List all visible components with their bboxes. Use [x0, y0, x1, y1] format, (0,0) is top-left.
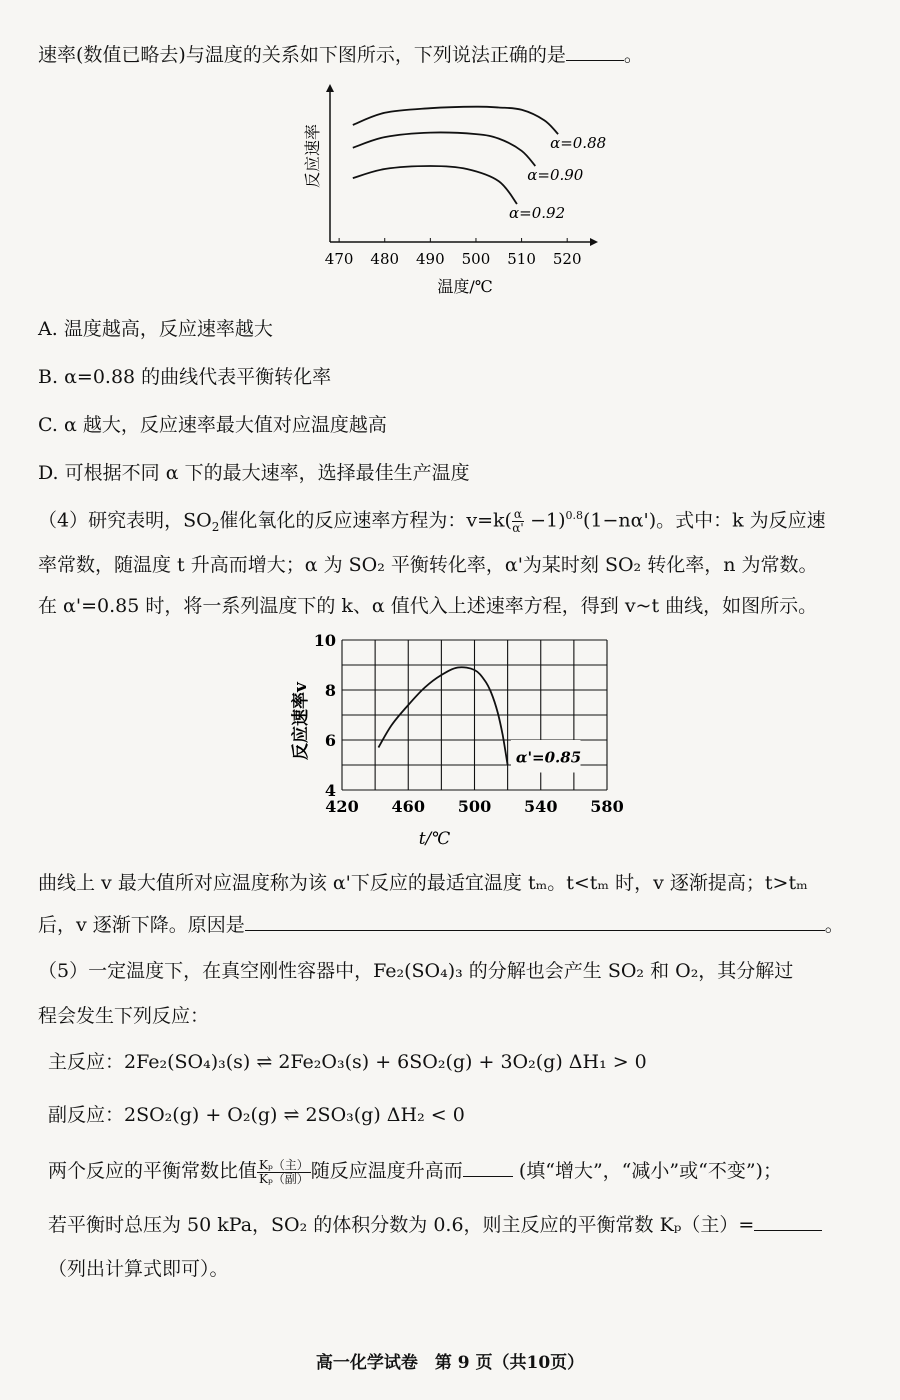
y-tick-label: 8 [324, 681, 336, 700]
x-tick-label: 540 [524, 797, 558, 816]
ratio-text-c: (填“增大”，“减小”或“不变”)； [512, 1160, 782, 1182]
y-axis-title: 反应速率v [291, 682, 311, 760]
x-tick-label: 460 [391, 797, 425, 816]
chart-rate-vs-temperature [290, 82, 620, 302]
x-tick-label: 520 [552, 250, 582, 268]
rate-curve [378, 667, 507, 765]
kp-text: 若平衡时总压为 50 kPa，SO₂ 的体积分数为 0.6，则主反应的平衡常数 Kₚ（主）= [48, 1214, 755, 1236]
x-tick-label: 490 [416, 250, 445, 268]
q4-line-3: 在 α'=0.85 时，将一系列温度下的 k、α 值代入上述速率方程，得到 v~t 曲线，如图所示。 [38, 595, 818, 617]
option-c [38, 412, 387, 438]
x-axis-title: t/℃ [418, 829, 451, 849]
curve-label: α=0.90 [527, 166, 584, 184]
x-tick-label: 500 [457, 797, 492, 816]
answer-blank [566, 42, 624, 61]
after-chart-line-1: 曲线上 v 最大值所对应温度称为该 α'下反应的最适宜温度 tₘ。t<tₘ 时，v 逐渐提高；t>tₘ [38, 872, 808, 894]
q4-text-c: −1) [524, 509, 566, 532]
curve-α=0.92 [353, 166, 517, 204]
x-tick-label: 510 [507, 250, 536, 268]
q4-line-2: 率常数，随温度 t 升高而增大；α 为 SO₂ 平衡转化率，α'为某时刻 SO₂ 转化率，n 为常数。 [38, 554, 818, 576]
q4-text-b: 催化氧化的反应速率方程为：v=k( [219, 509, 512, 532]
intro-end: 。 [623, 44, 643, 66]
ratio-line [48, 1158, 782, 1186]
kp-side: Kₚ（副） [259, 1171, 309, 1186]
y-axis-title: 反应速率 [303, 123, 322, 189]
option-letter: C. [38, 414, 58, 436]
exponent: 0.8 [565, 509, 583, 522]
curve-label: α=0.88 [550, 134, 607, 153]
reason-end: 。 [824, 914, 844, 936]
option-a [38, 316, 273, 342]
option-letter: D. [38, 462, 59, 484]
y-tick-label: 10 [313, 631, 336, 650]
curve-α=0.90 [353, 132, 535, 166]
y-tick-label: 6 [324, 731, 336, 750]
option-text: α 越大，反应速率最大值对应温度越高 [63, 414, 387, 436]
q4-text-a: （4）研究表明，SO [38, 509, 212, 532]
kp-main: Kₚ（主） [259, 1157, 309, 1172]
x-axis-arrow [590, 238, 598, 246]
chart-v-vs-t [280, 628, 640, 860]
curve-annotation: α'=0.85 [515, 748, 582, 767]
curve-α=0.88 [353, 107, 558, 134]
q5-line-1: （5）一定温度下，在真空刚性容器中，Fe₂(SO₄)₃ 的分解也会产生 SO₂ 和 O₂，其分解过 [38, 960, 794, 982]
x-tick-label: 500 [461, 250, 491, 268]
x-tick-label: 580 [590, 797, 624, 816]
option-text: α=0.88 的曲线代表平衡转化率 [64, 366, 332, 388]
ratio-blank [463, 1158, 513, 1177]
kp-blank [754, 1212, 822, 1231]
option-d [38, 460, 470, 486]
x-axis-title: 温度/℃ [437, 277, 493, 296]
kp-line [48, 1212, 822, 1238]
intro-text: 速率(数值已略去)与温度的关系如下图所示，下列说法正确的是 [38, 44, 566, 66]
page-footer: 高一化学试卷 第 9 页（共10页） [315, 1353, 585, 1373]
kp-ratio-fraction [257, 1159, 311, 1186]
q5-line-2: 程会发生下列反应： [38, 1005, 210, 1027]
q4-line-1 [38, 503, 826, 540]
last-line: （列出计算式即可）。 [48, 1258, 229, 1280]
x-tick-label: 480 [370, 250, 400, 268]
x-tick-label: 420 [325, 797, 359, 816]
option-letter: B. [38, 366, 59, 388]
option-letter: A. [38, 318, 58, 340]
fraction-numerator: α [513, 506, 523, 521]
side-reaction: 副反应：2SO₂(g) + O₂(g) ⇌ 2SO₃(g) ΔH₂ < 0 [48, 1104, 465, 1126]
ratio-text-b: 随反应温度升高而 [310, 1160, 463, 1182]
alpha-fraction [512, 508, 524, 535]
ratio-text-a: 两个反应的平衡常数比值 [48, 1160, 258, 1182]
y-axis-arrow [326, 84, 334, 92]
reason-blank [245, 912, 825, 931]
q4-text-d: (1−nα')。式中：k 为反应速 [583, 509, 826, 532]
option-text: 可根据不同 α 下的最大速率，选择最佳生产温度 [64, 462, 470, 484]
curve-label: α=0.92 [509, 204, 566, 222]
option-text: 温度越高，反应速率越大 [63, 318, 273, 340]
option-b [38, 364, 331, 390]
reason-text: 后，v 逐渐下降。原因是 [38, 914, 245, 936]
y-tick-label: 4 [324, 781, 336, 800]
main-reaction: 主反应：2Fe₂(SO₄)₃(s) ⇌ 2Fe₂O₃(s) + 6SO₂(g) + 3O₂(g) ΔH₁ > 0 [48, 1051, 647, 1073]
fraction-denominator: α' [512, 520, 524, 535]
subscript-2: 2 [211, 520, 220, 535]
intro-line [38, 42, 643, 68]
x-tick-label: 470 [324, 250, 354, 268]
after-chart-line-2 [38, 912, 844, 938]
